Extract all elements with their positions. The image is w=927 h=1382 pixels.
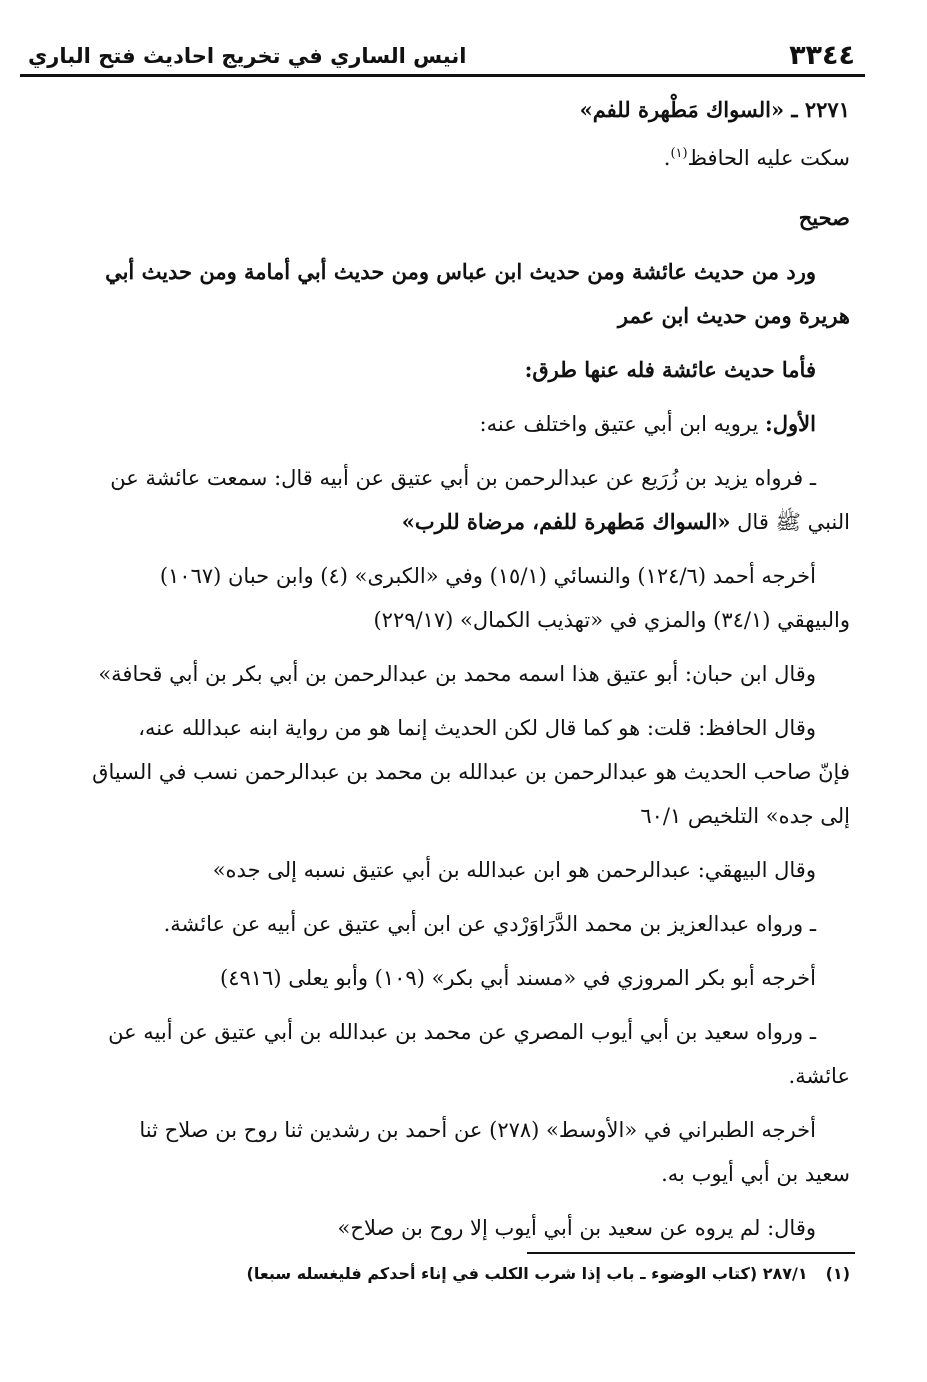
silence-note-line: سكت عليه الحافظ$^{(١)}$. xyxy=(663,146,850,170)
footnote-divider xyxy=(527,1252,855,1254)
tabarani-comment: وقال: لم يروه عن سعيد بن أبي أيوب إلا روح بن صلاح» xyxy=(337,1216,816,1240)
footnote-reference: (١) xyxy=(670,146,688,161)
grade-heading: صحيح xyxy=(798,205,850,230)
running-title: انيس الساري في تخريج احاديث فتح الباري xyxy=(28,44,467,68)
footnote-text: ٢٨٧/١ (كتاب الوضوء ـ باب إذا شرب الكلب في إناء أحدكم فليغسله سبعا) xyxy=(246,1264,808,1283)
hafiz-comment-line-2: فإنّ صاحب الحديث هو عبدالرحمن بن عبدالله بن محمد بن عبدالرحمن نسب في السياق xyxy=(92,760,850,784)
page-body xyxy=(45,88,850,1250)
hafiz-comment-line-3: إلى جده» التلخيص ٦٠/١ xyxy=(640,804,850,828)
first-route-text: يرويه ابن أبي عتيق واختلف عنه: xyxy=(479,412,759,436)
said-narration-line-2: عائشة. xyxy=(788,1064,850,1088)
takhrij-tabarani-line-1: أخرجه الطبراني في «الأوسط» (٢٧٨) عن أحمد بن رشدين ثنا روح بن صلاح ثنا xyxy=(139,1118,816,1142)
yazid-narration-line-1: ـ فرواه يزيد بن زُرَيع عن عبدالرحمن بن أبي عتيق عن أبيه قال: سمعت عائشة عن xyxy=(110,466,816,490)
yazid-narration-line-2 xyxy=(45,500,850,544)
takhrij-tabarani-line-2: سعيد بن أبي أيوب به. xyxy=(661,1162,850,1186)
first-route-line xyxy=(45,402,850,446)
narrations-line-1: ورد من حديث عائشة ومن حديث ابن عباس ومن حديث أبي أمامة ومن حديث أبي xyxy=(105,259,816,284)
hafiz-comment-line-1: وقال الحافظ: قلت: هو كما قال لكن الحديث إنما هو من رواية ابنه عبدالله عنه، xyxy=(138,716,816,740)
prophet-said: النبي ﷺ قال xyxy=(737,510,850,534)
page-number: ٣٣٤٤ xyxy=(789,40,855,71)
hadith-number-title: ٢٢٧١ ـ «السواك مَطْهرة للفم» xyxy=(579,97,850,122)
hadith-text: «السواك مَطهرة للفم، مرضاة للرب» xyxy=(401,509,731,534)
said-narration-line-1: ـ ورواه سعيد بن أبي أيوب المصري عن محمد بن عبدالله بن أبي عتيق عن أبيه عن xyxy=(108,1020,816,1044)
first-route-label: الأول: xyxy=(765,411,816,436)
silence-note: سكت عليه الحافظ xyxy=(687,146,850,170)
footnote xyxy=(45,1264,850,1283)
takhrij-ahmad-line-2: والبيهقي (٣٤/١) والمزي في «تهذيب الكمال» (٢٢٩/١٧) xyxy=(373,608,850,632)
darawardi-narration: ـ ورواه عبدالعزيز بن محمد الدَّرَاوَرْدي عن ابن أبي عتيق عن أبيه عن عائشة. xyxy=(163,912,816,936)
aisha-routes-heading: فأما حديث عائشة فله عنها طرق: xyxy=(524,357,816,382)
takhrij-marwazi: أخرجه أبو بكر المروزي في «مسند أبي بكر» (١٠٩) وأبو يعلى (٤٩١٦) xyxy=(220,966,816,990)
narrations-line-2: هريرة ومن حديث ابن عمر xyxy=(617,303,850,328)
bayhaqi-comment: وقال البيهقي: عبدالرحمن هو ابن عبدالله بن أبي عتيق نسبه إلى جده» xyxy=(212,858,816,882)
footnote-number: (١) xyxy=(825,1264,850,1283)
page-header xyxy=(20,34,865,77)
takhrij-ahmad-line-1: أخرجه أحمد (١٢٤/٦) والنسائي (١٥/١) وفي «الكبرى» (٤) وابن حبان (١٠٦٧) xyxy=(159,564,816,588)
ibn-hibban-comment: وقال ابن حبان: أبو عتيق هذا اسمه محمد بن عبدالرحمن بن أبي بكر بن أبي قحافة» xyxy=(98,662,816,686)
